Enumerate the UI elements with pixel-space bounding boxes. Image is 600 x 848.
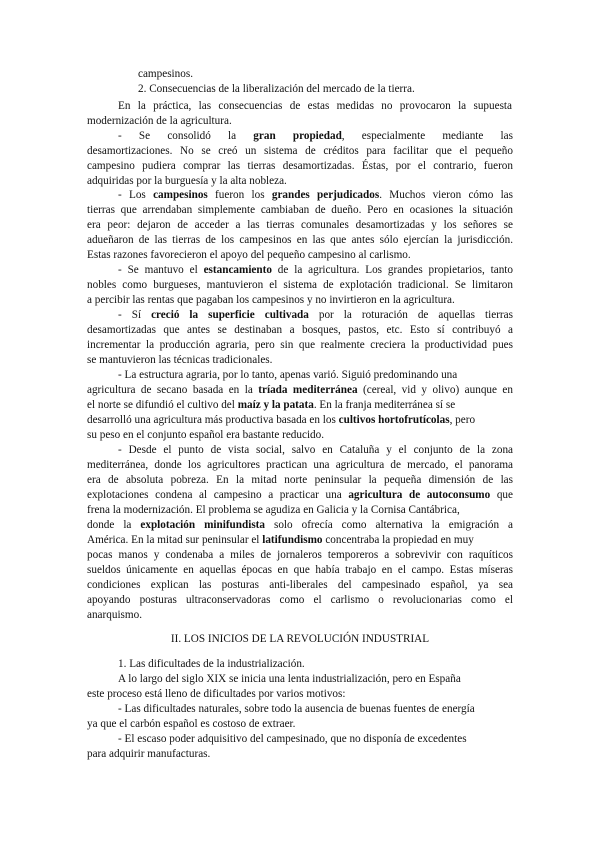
text-line: desamortizadas que antes se destinaban a bosques, pastos, etc. Esto sí contribuyó a bbox=[87, 324, 513, 336]
text-line: condiciones explican las posturas anti-liberales del campesinado español, ya sea bbox=[87, 579, 513, 591]
subsection-title: 2. Consecuencias de la liberalización del mercado de la tierra. bbox=[138, 83, 415, 95]
text-line: agricultura de secano basada en la tríada mediterránea (cereal, vid y olivo) aunque en bbox=[87, 384, 513, 396]
text-line: - Se mantuvo el estancamiento de la agricultura. Los grandes propietarios, tanto bbox=[118, 264, 514, 276]
text-line: - Las dificultades naturales, sobre todo la ausencia de buenas fuentes de energía bbox=[118, 703, 475, 715]
text-line: anarquismo. bbox=[87, 609, 142, 621]
text-line: modernización de la agricultura. bbox=[87, 115, 232, 127]
text-line: explotaciones condena al campesino a practicar una agricultura de autoconsumo que bbox=[87, 489, 513, 501]
text-line: mediterránea, donde los agricultores practican una agricultura de mercado, el panorama bbox=[87, 459, 513, 471]
text-line: era peor: dejaron de acceder a las tierras comunales desamortizadas y los señores se bbox=[87, 219, 513, 231]
text-line: ya que el carbón español es costoso de extraer. bbox=[87, 718, 296, 730]
text-line: - Se consolidó la gran propiedad, especialmente mediante las bbox=[118, 130, 513, 142]
text-line: nobles como burgueses, mantuvieron el sistema de explotación tradicional. Se limitaron bbox=[87, 279, 513, 291]
text-line: pocas manos y condenaba a miles de jornaleros temporeros a sobrevivir con raquíticos bbox=[87, 549, 513, 561]
text-line: - Los campesinos fueron los grandes perjudicados. Muchos vieron cómo las bbox=[118, 189, 513, 201]
text-line: campesinos. bbox=[138, 68, 193, 80]
text-line: América. En la mitad sur peninsular el latifundismo concentraba la propiedad en muy bbox=[87, 534, 474, 546]
text-line: desarrolló una agricultura más productiva basada en los cultivos hortofrutícolas, pero bbox=[87, 414, 476, 426]
bold-term: latifundismo bbox=[262, 534, 323, 546]
text-line: donde la explotación minifundista solo ofrecía como alternativa la emigración a bbox=[87, 519, 514, 531]
text-line: adueñaron de las tierras de los campesinos en las que antes sólo ejercían la jurisdicción. bbox=[87, 234, 513, 246]
bold-term: tríada mediterránea bbox=[258, 384, 358, 396]
text-line: su peso en el conjunto español era bastante reducido. bbox=[87, 429, 325, 441]
section-heading: II. LOS INICIOS DE LA REVOLUCIÓN INDUSTRIAL bbox=[170, 633, 430, 645]
bold-term: agricultura de autoconsumo bbox=[348, 489, 491, 501]
text-line: - El escaso poder adquisitivo del campesinado, que no disponía de excedentes bbox=[118, 733, 467, 745]
bold-term: cultivos hortofrutícolas bbox=[338, 414, 450, 426]
bold-term: campesinos bbox=[153, 189, 208, 201]
text-line: - Sí creció la superficie cultivada por la roturación de aquellas tierras bbox=[118, 309, 513, 321]
text-line: campesino pudiera comprar las tierras desamortizadas. Éstas, por el contrario, fueron bbox=[87, 160, 513, 172]
text-line: era de absoluta pobreza. En la mitad norte peninsular la pequeña dimensión de las bbox=[87, 474, 513, 486]
text-line: En la práctica, las consecuencias de estas medidas no provocaron la supuesta bbox=[118, 100, 512, 112]
text-line: incrementar la producción agraria, pero sin que realmente creciera la productividad pues bbox=[87, 339, 513, 351]
bold-term: estancamiento bbox=[203, 264, 272, 276]
text-line: adquiridas por la burguesía y la alta nobleza. bbox=[87, 175, 287, 187]
text-line: apoyando posturas ultraconservadoras como el carlismo o revolucionarias como el bbox=[87, 594, 513, 606]
bold-term: gran propiedad bbox=[253, 130, 342, 142]
bold-term: maíz y la patata bbox=[237, 399, 314, 411]
text-line: tierras que arrendaban simplemente cambiaban de dueño. Pero en ocasiones la situación bbox=[87, 204, 513, 216]
text-line: Estas razones favorecieron el apoyo del pequeño campesino al carlismo. bbox=[87, 249, 411, 261]
bold-term: explotación minifundista bbox=[140, 519, 265, 531]
text-line: a percibir las rentas que pagaban los campesinos y no invirtieron en la agricultura. bbox=[87, 294, 455, 306]
text-line: desamortizaciones. No se creó un sistema de créditos para facilitar que el pequeño bbox=[87, 145, 513, 157]
text-line: este proceso está lleno de dificultades por varios motivos: bbox=[87, 688, 346, 700]
text-line: frena la modernización. El problema se agudiza en Galicia y la Cornisa Cantábrica, bbox=[87, 504, 460, 516]
text-line: para adquirir manufacturas. bbox=[87, 748, 211, 760]
bold-term: grandes perjudicados bbox=[271, 189, 380, 201]
text-line: - Desde el punto de vista social, salvo en Cataluña y el conjunto de la zona bbox=[118, 444, 513, 456]
subsection-title: 1. Las dificultades de la industrialización. bbox=[118, 658, 305, 670]
text-line: el norte se difundió el cultivo del maíz y la patata. En la franja mediterránea sí se bbox=[87, 399, 456, 411]
text-line: sueldos únicamente en aquellas épocas en que había trabajo en el campo. Estas míseras bbox=[87, 564, 513, 576]
bold-term: creció la superficie cultivada bbox=[151, 309, 309, 321]
text-line: - La estructura agraria, por lo tanto, apenas varió. Siguió predominando una bbox=[118, 369, 458, 381]
text-line: A lo largo del siglo XIX se inicia una lenta industrialización, pero en España bbox=[118, 673, 461, 685]
text-line: se mantuvieron las técnicas tradicionales. bbox=[87, 354, 273, 366]
